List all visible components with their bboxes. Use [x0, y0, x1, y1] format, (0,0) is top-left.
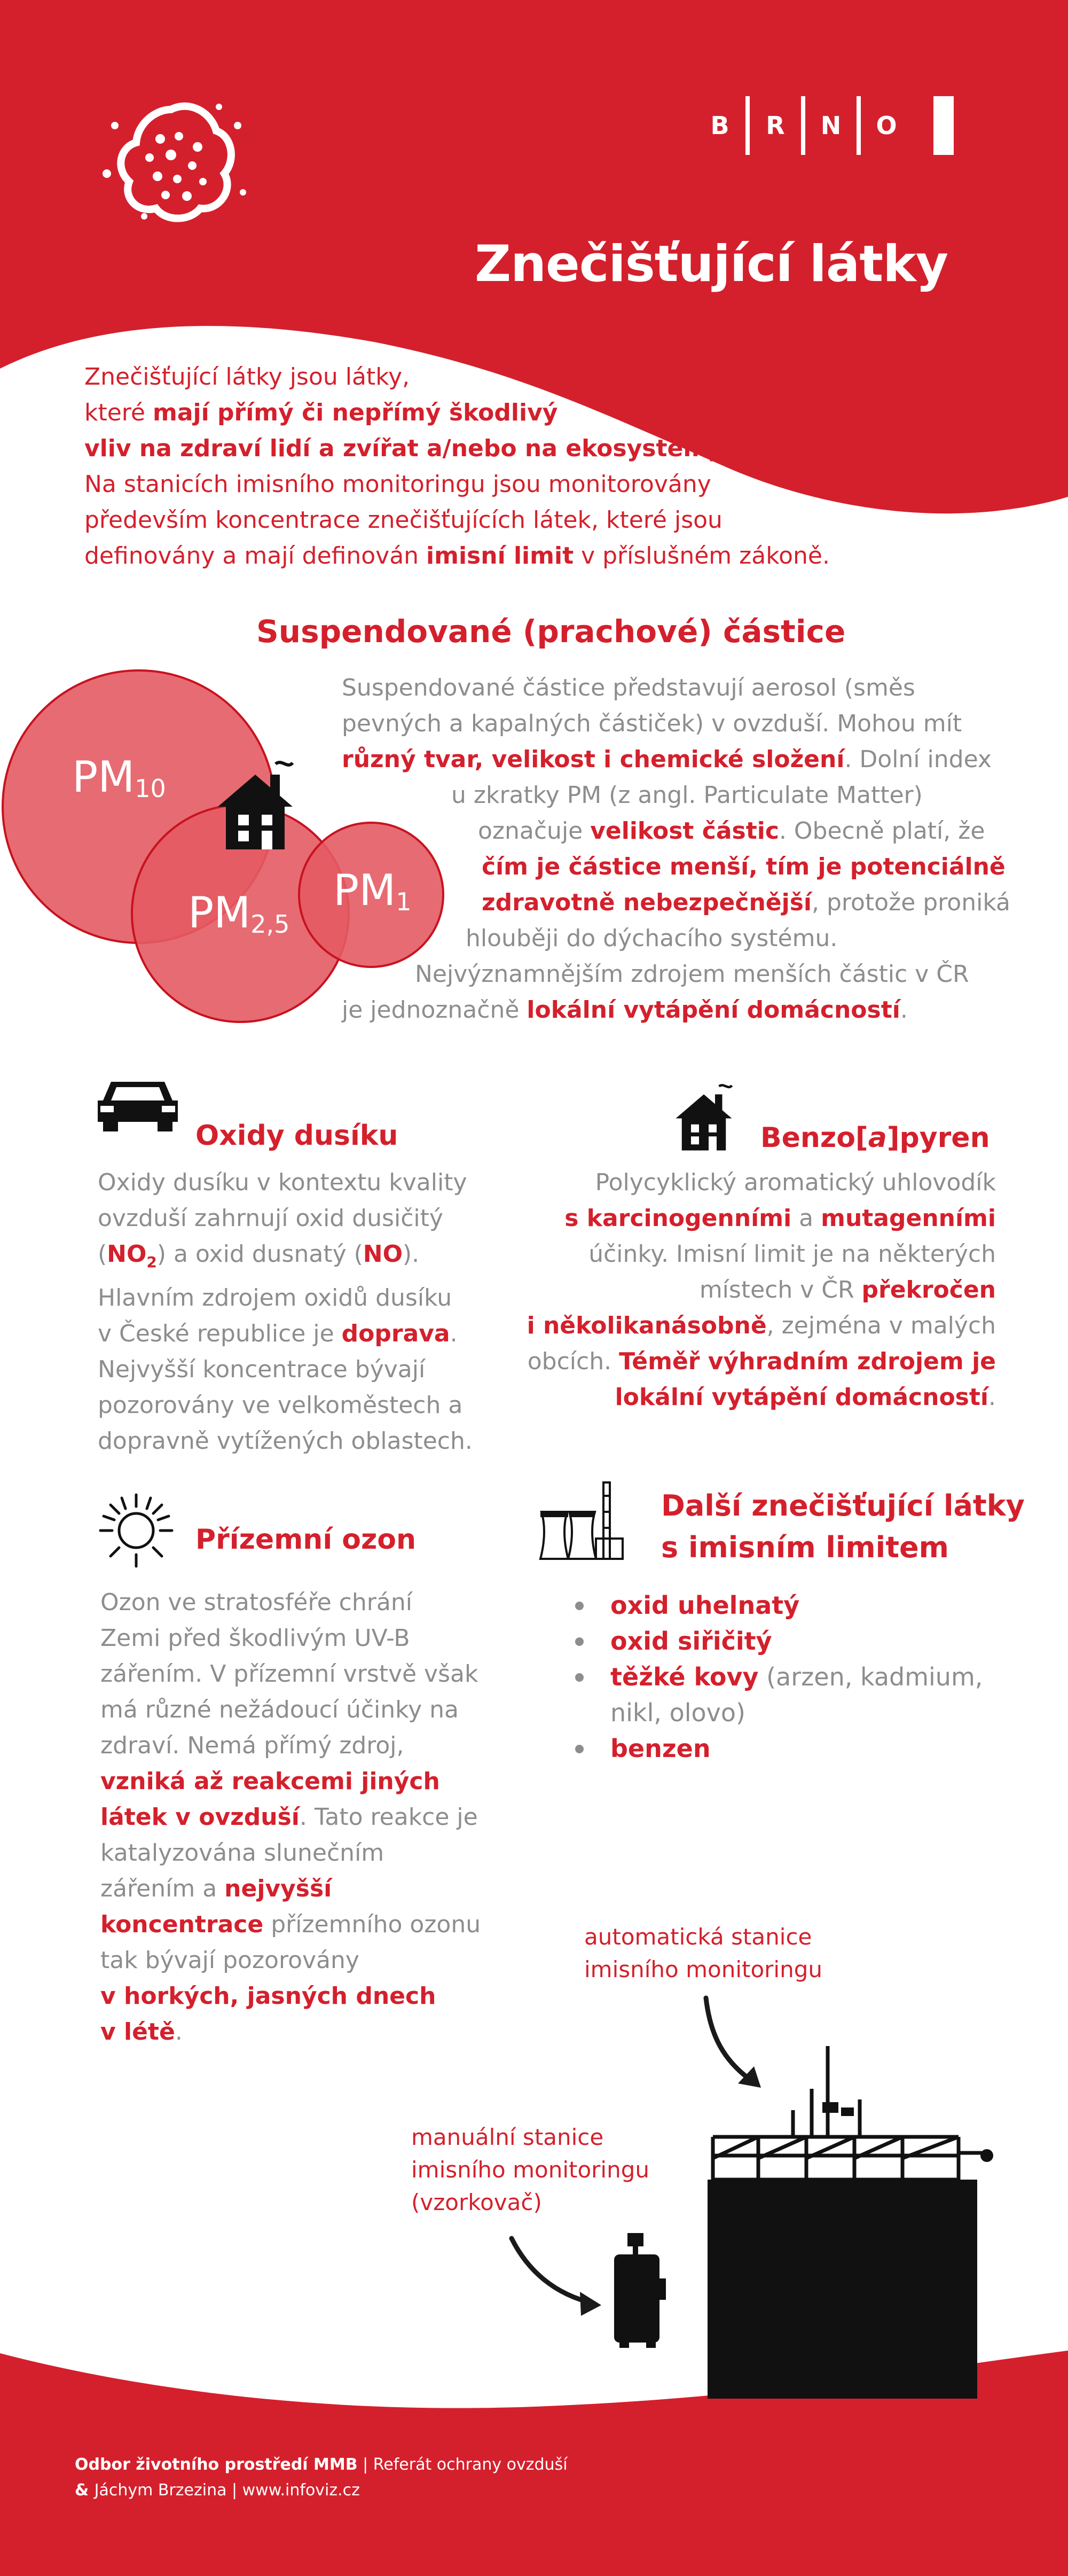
manual-station-label-line: manuální stanice — [411, 2124, 604, 2150]
intro-text: Znečišťující látky jsou látky, — [84, 363, 410, 391]
pm-text: . Obecně platí, že — [779, 817, 985, 845]
ozone-text: zářením a — [100, 1875, 225, 1902]
sun-icon — [96, 1490, 176, 1571]
intro-text: v příslušném zákoně. — [574, 542, 830, 569]
nox-text: Hlavním zdrojem oxidů dusíku — [98, 1284, 452, 1312]
manual-station-label — [411, 2121, 649, 2219]
bap-emphasis: Téměř výhradním zdrojem je — [619, 1348, 996, 1375]
nox-text: v České republice je — [98, 1320, 342, 1347]
ozone-text: přízemního ozonu — [263, 1911, 481, 1938]
footer-author: Jáchym Brzezina | www.infoviz.cz — [94, 2481, 360, 2500]
brno-divider — [801, 96, 805, 155]
other-heading-line: s imisním limitem — [661, 1531, 949, 1564]
bap-text: místech v ČR — [699, 1276, 862, 1303]
ozone-emphasis: koncentrace — [100, 1911, 264, 1938]
pm-emphasis: zdravotně nebezpečnější — [482, 889, 812, 916]
bap-emphasis: překročen — [861, 1276, 996, 1303]
auto-station-label-line: imisního monitoringu — [584, 1956, 822, 1982]
ozone-emphasis: nejvyšší — [224, 1875, 332, 1902]
footer-credits — [75, 2452, 568, 2503]
ozone-emphasis: v horkých, jasných dnech — [100, 1982, 436, 2010]
list-item-text: nikl, olovo) — [610, 1698, 745, 1727]
manual-station-label-line: (vzorkovač) — [411, 2189, 542, 2215]
auto-station-label-line: automatická stanice — [584, 1924, 812, 1950]
nox-heading: Oxidy dusíku — [195, 1120, 398, 1152]
page-title: Znečišťující látky — [474, 235, 948, 293]
brno-letter: R — [766, 111, 785, 140]
bap-emphasis: mutagenními — [821, 1205, 996, 1232]
ozone-emphasis: v létě — [100, 2018, 175, 2046]
nox-text: ovzduší zahrnují oxid dusičitý — [98, 1205, 443, 1232]
pm-text: hlouběji do dýchacího systému. — [466, 925, 838, 952]
pm-text: . Dolní index — [844, 746, 992, 773]
nox-text: . — [450, 1320, 458, 1347]
list-item-bold: oxid uhelnatý — [610, 1591, 800, 1620]
other-heading — [661, 1485, 1025, 1568]
ozone-text: má různé nežádoucí účinky na — [100, 1696, 459, 1723]
arrow-icon — [506, 2233, 608, 2319]
pm-text: u zkratky PM (z angl. Particulate Matter) — [451, 782, 923, 809]
pm10-label-text: PM — [72, 752, 135, 802]
ozone-text: zdraví. Nemá přímý zdroj, — [100, 1732, 404, 1759]
pm25-label-sub: 2,5 — [250, 910, 290, 939]
nox-text: dopravně vytížených oblastech. — [98, 1427, 473, 1455]
pm-emphasis: lokální vytápění domácností — [527, 996, 900, 1024]
intro-text: Na stanicích imisního monitoringu jsou monitorovány — [84, 471, 711, 498]
nox-text: ( — [98, 1240, 107, 1268]
bap-heading — [760, 1122, 990, 1154]
brno-letter: N — [820, 111, 842, 140]
house-smoke-icon — [672, 1082, 736, 1154]
bap-text: obcích. — [527, 1348, 619, 1375]
pm25-label-text: PM — [188, 888, 251, 938]
pm-emphasis: čím je částice menší, tím je potenciálně — [482, 853, 1006, 880]
brno-letter: B — [710, 111, 729, 140]
bap-heading-text: Benzo[ — [760, 1122, 868, 1154]
brno-block — [933, 96, 954, 155]
ozone-text: Zemi před škodlivým UV-B — [100, 1625, 410, 1652]
list-item-bold: oxid siřičitý — [610, 1627, 772, 1656]
pm1-label-sub: 1 — [396, 887, 412, 916]
bap-text: Polycyklický aromatický uhlovodík — [595, 1169, 996, 1196]
ozone-text: . — [175, 2018, 183, 2046]
pm-heading: Suspendované (prachové) částice — [256, 613, 846, 650]
intro-emphasis: mají přímý či nepřímý škodlivý — [152, 399, 558, 426]
ozone-text: tak bývají pozorovány — [100, 1947, 359, 1974]
ozone-paragraph — [100, 1584, 481, 2050]
footer-text: & — [75, 2481, 95, 2500]
pm-paragraph — [342, 670, 1010, 1028]
bap-heading-text: ]pyren — [886, 1122, 990, 1154]
nox-text: ) a oxid dusnatý ( — [156, 1240, 363, 1268]
intro-text: . — [723, 435, 731, 462]
pm-text: , protože proniká — [811, 889, 1011, 916]
list-item — [569, 1731, 983, 1767]
footer-org: Odbor životního prostředí MMB — [75, 2455, 358, 2474]
intro-text: definovány a mají definován — [84, 542, 427, 569]
manual-sampler-icon — [609, 2230, 668, 2348]
intro-emphasis: vliv na zdraví lidí a zvířat a/nebo na ekosystémy — [84, 435, 723, 462]
brno-divider — [857, 96, 861, 155]
nox-text: ). — [403, 1240, 420, 1268]
nox-text: pozorovány ve velkoměstech a — [98, 1391, 463, 1419]
bap-text: a — [791, 1205, 821, 1232]
nox-emphasis: doprava — [341, 1320, 450, 1347]
ozone-text: katalyzována slunečním — [100, 1839, 384, 1867]
list-item-text: (arzen, kadmium, — [758, 1662, 983, 1691]
nox-paragraph — [98, 1165, 473, 1459]
bap-paragraph — [527, 1165, 996, 1415]
pm-text: je jednoznačně — [342, 996, 527, 1024]
pm-text: . — [900, 996, 908, 1024]
brno-logo — [694, 96, 954, 155]
bap-emphasis: s karcinogenními — [564, 1205, 792, 1232]
pm-emphasis: různý tvar, velikost i chemické složení — [342, 746, 845, 773]
intro-text: které — [84, 399, 153, 426]
ozone-emphasis: vzniká až reakcemi jiných — [100, 1768, 440, 1795]
pm-text: Nejvýznamnějším zdrojem menších částic v ČR — [415, 961, 969, 988]
bap-text: účinky. Imisní limit je na některých — [588, 1240, 996, 1268]
nox-emphasis-sub: 2 — [146, 1253, 157, 1271]
ozone-heading: Přízemní ozon — [195, 1524, 416, 1556]
house-smoke-icon — [213, 759, 298, 855]
list-item — [569, 1659, 983, 1731]
list-item — [569, 1588, 983, 1623]
list-item-bold: benzen — [610, 1734, 711, 1763]
nox-text: Oxidy dusíku v kontextu kvality — [98, 1169, 467, 1196]
pm-text: pevných a kapalných částiček) v ovzduší. Mohou mít — [342, 710, 962, 737]
ozone-text: . Tato reakce je — [299, 1804, 478, 1831]
brno-letter: O — [876, 111, 897, 140]
manual-station-label-line: imisního monitoringu — [411, 2157, 649, 2183]
nox-emphasis: NO — [107, 1240, 147, 1268]
brno-divider — [745, 96, 750, 155]
list-item — [569, 1623, 983, 1659]
nox-text: Nejvyšší koncentrace bývají — [98, 1355, 426, 1383]
pm25-label — [188, 888, 289, 939]
bap-text: , zejména v malých — [766, 1312, 996, 1339]
pm10-label — [72, 752, 166, 803]
particle-logo-icon — [96, 93, 251, 227]
intro-paragraph — [84, 359, 830, 574]
ozone-emphasis: látek v ovzduší — [100, 1804, 300, 1831]
bap-heading-italic: a — [868, 1122, 887, 1154]
nox-emphasis: NO — [363, 1240, 403, 1268]
pm-text: Suspendované částice představují aerosol (směs — [342, 674, 915, 701]
intro-emphasis: imisní limit — [426, 542, 574, 569]
auto-station-label — [584, 1921, 822, 1986]
other-pollutants-list — [569, 1588, 983, 1767]
pm-text: označuje — [478, 817, 591, 845]
bap-emphasis: i několikanásobně — [527, 1312, 767, 1339]
pm-emphasis: velikost částic — [590, 817, 779, 845]
ozone-text: zářením. V přízemní vrstvě však — [100, 1660, 478, 1688]
pm10-label-sub: 10 — [135, 774, 166, 803]
bap-text: . — [988, 1384, 996, 1411]
pm1-label-text: PM — [333, 865, 396, 915]
intro-text: především koncentrace znečišťujících látek, které jsou — [84, 506, 723, 534]
bap-emphasis: lokální vytápění domácností — [615, 1384, 988, 1411]
ozone-text: Ozon ve stratosféře chrání — [100, 1589, 412, 1616]
factory-icon — [535, 1480, 626, 1560]
automatic-station-icon — [705, 2046, 1004, 2399]
list-item-bold: těžké kovy — [610, 1662, 759, 1691]
other-heading-line: Další znečišťující látky — [661, 1489, 1025, 1523]
car-icon — [95, 1074, 180, 1133]
footer-text: | Referát ochrany ovzduší — [357, 2455, 568, 2474]
